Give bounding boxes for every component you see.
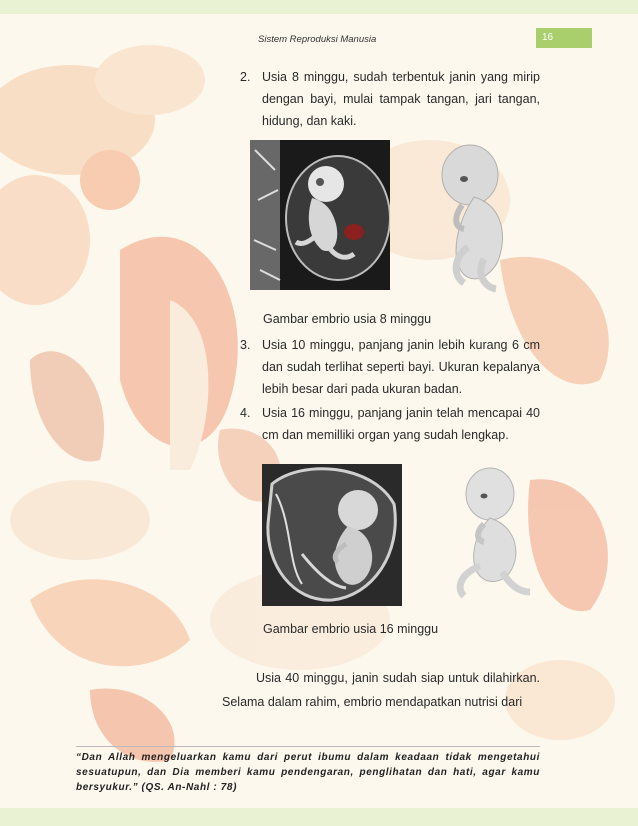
list-text: Usia 10 minggu, panjang janin lebih kurang 6 cm dan sudah terlihat seperti bayi. Ukuran kepalanya lebih besar dari pada ukuran badan. (262, 338, 540, 396)
list-number: 2. (240, 70, 251, 84)
fetus-16-weeks-illustration (440, 462, 540, 606)
footer-divider (76, 746, 540, 747)
list-number: 4. (240, 406, 251, 420)
list-item-3 (240, 334, 540, 400)
list-text: Usia 16 minggu, panjang janin telah mencapai 40 cm dan memilliki organ yang sudah lengkap. (262, 406, 540, 442)
figure-caption-8-weeks: Gambar embrio usia 8 minggu (263, 312, 432, 326)
footer-quote: “Dan Allah mengeluarkan kamu dari perut ibumu dalam keadaan tidak mengetahui sesuatupun, dan Dia memberi kamu pendengaran, penglihatan dan hati, agar kamu bersyukur.” (QS. An-Nahl : 78) (76, 752, 540, 793)
fetus-8-weeks-illustration (424, 135, 524, 299)
list-item-4 (240, 402, 540, 446)
embryo-8-weeks-photo (250, 140, 390, 294)
figure-caption-16-weeks: Gambar embrio usia 16 minggu (263, 622, 439, 636)
page-number: 16 (536, 28, 592, 48)
header-title: Sistem Reproduksi Manusia (258, 34, 377, 45)
list-item-2 (240, 66, 540, 132)
embryo-16-weeks-photo (262, 464, 402, 610)
body-paragraph (222, 666, 540, 714)
paragraph-text: Usia 40 minggu, janin sudah siap untuk dilahirkan. Selama dalam rahim, embrio mendapatkan nutrisi dari (222, 671, 540, 709)
list-text: Usia 8 minggu, sudah terbentuk janin yang mirip dengan bayi, mulai tampak tangan, jari tangan, hidung, dan kaki. (262, 70, 540, 128)
list-number: 3. (240, 338, 251, 352)
